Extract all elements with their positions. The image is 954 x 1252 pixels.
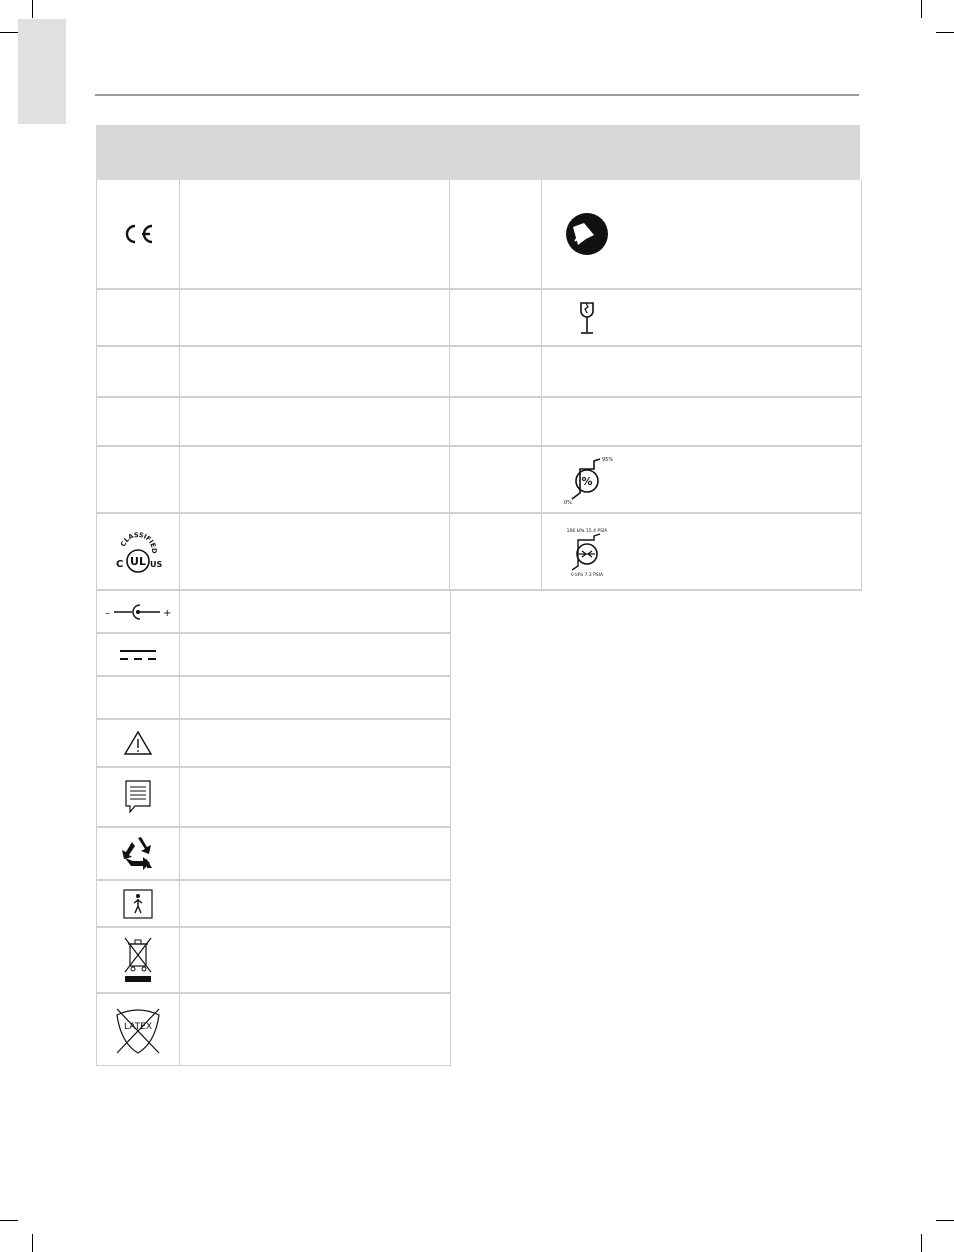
table-row — [97, 828, 450, 881]
table-row — [97, 347, 861, 398]
ul-classified-text: CLASSIFIED — [119, 530, 159, 554]
chapter-tab — [18, 19, 66, 124]
svg-text:%: % — [581, 474, 593, 488]
humidity-min-label: 0% — [564, 499, 572, 506]
recycle-icon — [97, 828, 179, 879]
warning-triangle-icon — [97, 720, 179, 766]
table-row — [97, 591, 450, 634]
table-header — [96, 125, 860, 180]
table-row — [97, 447, 861, 514]
polarity-minus: – — [105, 607, 110, 619]
keep-away-from-sunlight-icon — [541, 180, 633, 288]
humidity-limitation-icon — [541, 447, 633, 512]
pressure-max-label: 106 kPa 15.4 PSIA — [566, 528, 608, 534]
symbol-table-upper — [96, 180, 862, 591]
table-row — [97, 677, 450, 720]
ul-center-text: UL — [130, 554, 146, 568]
latex-label: LATEX — [123, 1021, 153, 1032]
latex-free-icon — [97, 994, 179, 1065]
ul-classified-mark-icon — [97, 514, 179, 589]
humidity-max-label: 95% — [602, 456, 614, 463]
crop-mark — [32, 1234, 33, 1252]
crop-mark — [32, 0, 33, 18]
dc-polarity-icon — [97, 591, 179, 632]
table-row — [97, 180, 861, 290]
table-row — [97, 634, 450, 677]
polarity-plus: + — [163, 607, 172, 619]
ul-right-text: US — [150, 559, 163, 569]
crop-mark — [921, 1234, 922, 1252]
table-row — [97, 398, 861, 447]
table-row — [97, 290, 861, 347]
ul-left-text: C — [116, 558, 124, 570]
table-row — [97, 514, 861, 591]
weee-disposal-icon — [97, 928, 179, 992]
symbol-table-lower — [96, 591, 451, 1066]
table-row — [97, 928, 450, 994]
fragile-icon — [541, 290, 633, 345]
crop-mark — [921, 0, 922, 18]
ce-mark-icon — [97, 180, 179, 288]
crop-mark — [936, 32, 954, 33]
type-bf-applied-part-icon — [97, 881, 179, 926]
pressure-min-label: 0 kPa 7.3 PSIA — [570, 572, 604, 578]
atmospheric-pressure-limitation-icon — [541, 514, 633, 589]
table-row — [97, 768, 450, 828]
crop-mark — [0, 1220, 18, 1221]
header-rule — [95, 94, 859, 96]
table-row — [97, 720, 450, 768]
table-row — [97, 881, 450, 928]
direct-current-icon — [97, 634, 179, 675]
table-row — [97, 994, 450, 1065]
consult-instructions-icon — [97, 768, 179, 826]
crop-mark — [936, 1220, 954, 1221]
crop-mark — [0, 32, 18, 33]
